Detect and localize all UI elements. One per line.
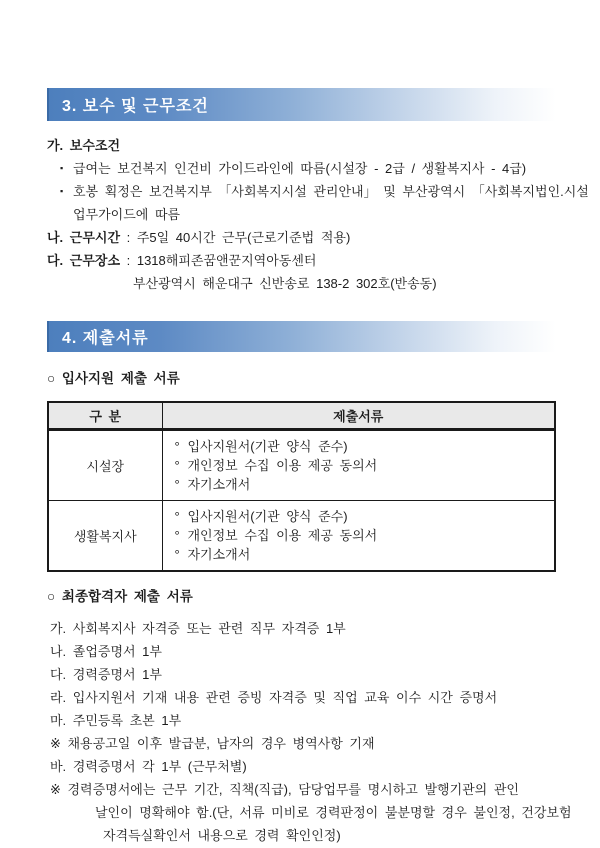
degree-bullet-icon: ° (174, 476, 180, 492)
final-list-item: 가. 사회복지사 자격증 또는 관련 직무 자격증 1부 (50, 620, 346, 636)
final-list-item: 바. 경력증명서 각 1부 (근무처별) (50, 758, 247, 774)
category-cell: 시설장 (48, 429, 162, 500)
doc-text: 입사지원서(기관 양식 준수) (187, 438, 348, 454)
work-place-label: 다. 근무장소 (47, 253, 121, 268)
work-place-address: 부산광역시 해운대구 신반송로 138-2 302호(반송동) (133, 276, 437, 291)
doc-line (163, 475, 555, 494)
final-list-item: 마. 주민등록 초본 1부 (50, 712, 182, 728)
degree-bullet-icon: ° (174, 438, 180, 454)
degree-bullet-icon: ° (174, 508, 180, 524)
table-row (48, 500, 555, 571)
doc-text: 자기소개서 (187, 546, 251, 562)
work-hours-line (47, 226, 556, 249)
table-header-row (48, 402, 555, 429)
doc-line (163, 545, 555, 564)
section-3-title: 3. 보수 및 근무조건 (62, 98, 209, 115)
final-list-note: ※ 경력증명서에는 근무 기간, 직책(직급), 담당업무를 명시하고 발행기관의 관인 (50, 781, 519, 797)
final-list-item: 다. 경력증명서 1부 (50, 666, 162, 682)
apply-documents-heading: ○ 입사지원 제출 서류 (47, 371, 180, 386)
doc-line (163, 507, 555, 526)
section-3-header (47, 88, 556, 121)
doc-text: 입사지원서(기관 양식 준수) (187, 508, 348, 524)
final-list-note: ※ 채용공고일 이후 발급분, 남자의 경우 병역사항 기재 (50, 735, 375, 751)
final-list-item: 라. 입사지원서 기재 내용 관련 증빙 자격증 및 직업 교육 이수 시간 증명서 (50, 689, 498, 705)
doc-line (163, 456, 555, 475)
section-3-body (47, 134, 589, 295)
final-documents-heading: ○ 최종합격자 제출 서류 (47, 588, 193, 604)
submission-documents-table (47, 401, 556, 572)
table-row (48, 429, 555, 500)
category-cell: 생활복지사 (48, 500, 162, 571)
final-documents-list (47, 617, 572, 847)
work-place-line (47, 249, 556, 272)
doc-text: 개인정보 수집 이용 제공 동의서 (187, 527, 378, 543)
degree-bullet-icon: ° (174, 527, 180, 543)
degree-bullet-icon: ° (174, 457, 180, 473)
work-place-value: : 1318해피존꿈앤꾼지역아동센터 (120, 253, 317, 268)
work-hours-value: : 주5일 40시간 근무(근로기준법 적용) (120, 230, 351, 245)
final-list-note-continuation: 날인이 명확해야 함.(단, 서류 미비로 경력판정이 불분명할 경우 불인정, 건강보험 (95, 804, 572, 820)
documents-cell (162, 500, 555, 571)
pay-bullet-2-line-1: 호봉 획정은 보건복지부 「사회복지시설 관리안내」 및 부산광역시 「사회복지법인.시설 (73, 184, 589, 199)
column-header-documents: 제출서류 (162, 402, 555, 429)
square-bullet-icon: ▪ (60, 186, 64, 196)
column-header-category: 구 분 (48, 402, 162, 429)
documents-cell (162, 429, 555, 500)
final-list-note-continuation: 자격득실확인서 내용으로 경력 확인인정) (103, 827, 341, 843)
pay-bullet-1-text: 급여는 보건복지 인건비 가이드라인에 따름(시설장 - 2급 / 생활복지사 - 4급) (73, 161, 527, 176)
square-bullet-icon: ▪ (60, 163, 64, 173)
pay-conditions-label: 가. 보수조건 (47, 138, 121, 153)
section-4-header (47, 321, 556, 352)
section-4-title: 4. 제출서류 (62, 330, 149, 347)
pay-bullet-1 (60, 157, 556, 180)
doc-line (163, 526, 555, 545)
pay-bullet-2-line-2: 업무가이드에 따름 (73, 207, 181, 222)
degree-bullet-icon: ° (174, 546, 180, 562)
work-hours-label: 나. 근무시간 (47, 230, 121, 245)
final-list-item: 나. 졸업증명서 1부 (50, 643, 162, 659)
pay-bullet-2 (60, 180, 589, 226)
doc-line (163, 437, 555, 456)
doc-text: 개인정보 수집 이용 제공 동의서 (187, 457, 378, 473)
doc-text: 자기소개서 (187, 476, 251, 492)
